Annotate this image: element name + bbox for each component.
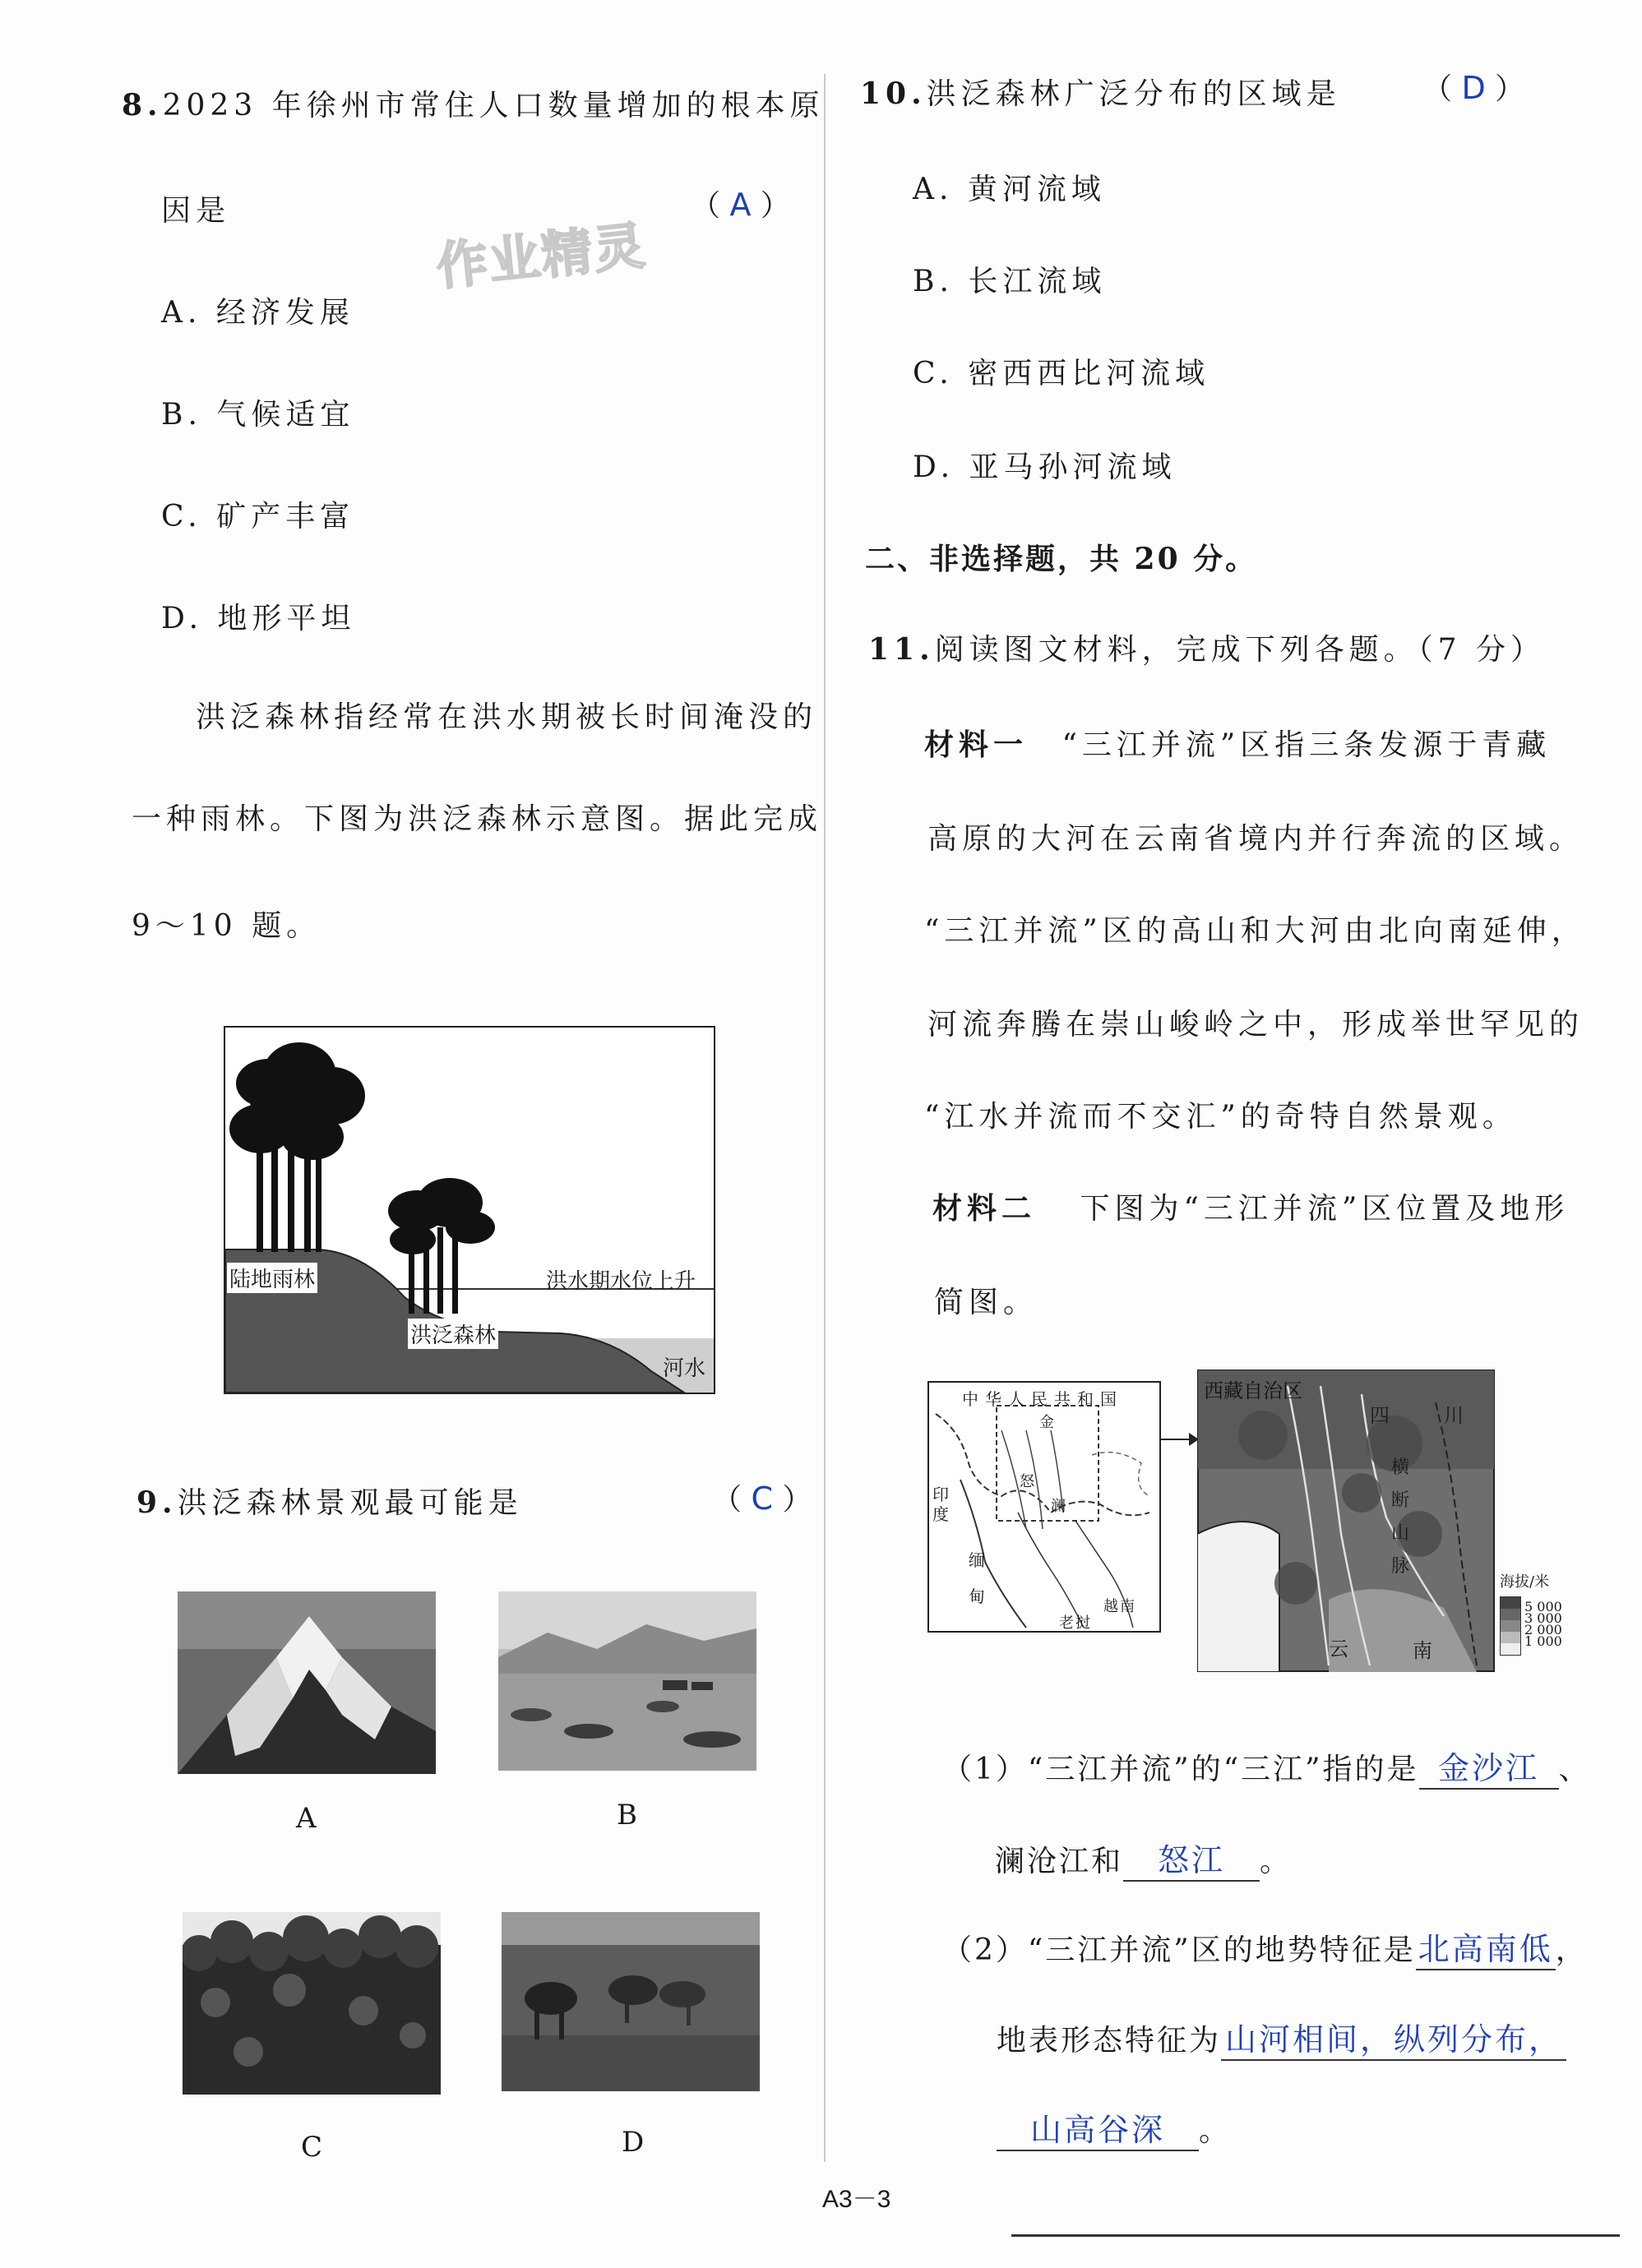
sub1-line2-prompt: 澜沧江和 <box>995 1845 1124 1878</box>
map-label-laos: 老挝 <box>1059 1614 1092 1632</box>
topo-label-yunnan-yun: 云 <box>1329 1637 1348 1661</box>
q10-answer-bracket: （ D ） <box>1422 70 1525 106</box>
sub1-end: 。 <box>1260 1845 1293 1878</box>
legend-swatches <box>1500 1596 1521 1656</box>
location-map <box>927 1381 1161 1633</box>
map-label-china: 中华人民共和国 <box>962 1389 1123 1409</box>
q10-option-a: A. 黄河流域 <box>913 173 1106 206</box>
map-label-india: 印度 <box>932 1485 949 1524</box>
q10-option-c: C. 密西西比河流域 <box>913 357 1210 390</box>
answer-landform-feature-cont: 山高谷深 <box>997 2104 1199 2151</box>
label-land-rainforest: 陆地雨林 <box>227 1263 317 1293</box>
sub2-comma: ， <box>1555 1933 1588 1967</box>
q9-answer-bracket: （ C ） <box>712 1480 812 1517</box>
q11-material1-line1 <box>924 722 1551 764</box>
q8-answer-bracket: （ A ） <box>691 187 790 223</box>
q8-option-b: B. 气候适宜 <box>161 398 355 432</box>
material1-label: 材料一 <box>924 728 1029 762</box>
q9-answer: C <box>751 1480 773 1517</box>
material2-line2: 简图。 <box>934 1286 1038 1319</box>
photo-c-forest <box>183 1912 441 2095</box>
q8-line2: 因是 <box>161 194 231 228</box>
material2-text1: 下图为“三江并流”区位置及地形 <box>1080 1192 1570 1226</box>
q11-number: 11. <box>868 632 935 667</box>
legend-body <box>1500 1596 1574 1656</box>
answer-jinsha-river: 金沙江 <box>1419 1743 1559 1790</box>
topo-label-sichuan-chuan: 川 <box>1444 1404 1464 1427</box>
answer-landform-feature: 山河相间，纵列分布， <box>1221 2014 1566 2061</box>
map-label-nu: 怒 <box>1020 1473 1034 1490</box>
sub1-line2 <box>995 1835 1292 1882</box>
sub2-line3 <box>997 2104 1231 2151</box>
map-label-vietnam: 越南 <box>1103 1598 1136 1615</box>
answer-terrain-trend: 北高南低 <box>1416 1924 1556 1970</box>
q11-stem-line <box>868 626 1545 668</box>
column-divider <box>824 74 826 2162</box>
q8-number: 8. <box>122 88 163 122</box>
caption-c: C <box>301 2131 323 2164</box>
elevation-legend <box>1500 1570 1574 1656</box>
material1-line5: “江水并流而不交汇”的奇特自然景观。 <box>924 1100 1517 1134</box>
q10-option-d: D. 亚马孙河流域 <box>913 450 1177 484</box>
material1-line3: “三江并流”区的高山和大河由北向南延伸， <box>924 914 1586 948</box>
q8-line1 <box>122 82 825 124</box>
topo-label-tibet: 西藏自治区 <box>1204 1379 1302 1402</box>
section2-title: 二、非选择题，共 20 分。 <box>865 542 1258 576</box>
q9-stem-line <box>136 1480 523 1522</box>
q11-stem: 阅读图文材料，完成下列各题。（7 分） <box>934 633 1545 667</box>
topographic-map <box>1197 1370 1495 1672</box>
map-label-jin: 金 <box>1039 1414 1054 1431</box>
passage-line1: 洪泛森林指经常在洪水期被长时间淹没的 <box>196 700 818 734</box>
q10-number: 10. <box>860 76 927 111</box>
legend-title: 海拔/米 <box>1500 1573 1550 1591</box>
q10-answer: D <box>1461 70 1486 106</box>
page-number: A3－3 <box>822 2186 891 2213</box>
material1-line4: 河流奔腾在崇山峻岭之中，形成举世罕见的 <box>927 1008 1584 1042</box>
label-flood-water-rise: 洪水期水位上升 <box>546 1269 696 1294</box>
photo-a-snow-mountain <box>178 1591 436 1774</box>
q8-option-a: A. 经济发展 <box>161 296 354 330</box>
sub1-line1 <box>942 1743 1591 1790</box>
flood-forest-diagram <box>224 1026 715 1394</box>
photo-b-desert-camels <box>498 1591 756 1771</box>
sub1-separator: 、 <box>1558 1753 1591 1786</box>
legend-5000: 5 000 <box>1524 1599 1562 1614</box>
q11-material2-line1 <box>932 1185 1569 1227</box>
watermark-logo: 作业精灵 <box>433 215 650 298</box>
topo-label-yunnan-nan: 南 <box>1413 1639 1432 1662</box>
sub2-line2 <box>997 2014 1566 2061</box>
q10-option-b: B. 长江流域 <box>913 265 1107 298</box>
legend-3000: 3 000 <box>1524 1610 1562 1626</box>
caption-a: A <box>296 1802 317 1835</box>
legend-values <box>1524 1601 1562 1647</box>
material1-line2: 高原的大河在云南省境内并行奔流的区域。 <box>927 822 1584 856</box>
label-flood-forest: 洪泛森林 <box>408 1319 498 1349</box>
sub2-prompt: （2）“三江并流”区的地势特征是 <box>942 1933 1416 1967</box>
answer-nu-river: 怒江 <box>1123 1835 1260 1882</box>
label-river-water: 河水 <box>663 1356 706 1381</box>
passage-line2: 一种雨林。下图为洪泛森林示意图。据此完成 <box>132 802 823 836</box>
q8-option-c: C. 矿产丰富 <box>161 500 355 534</box>
topo-label-sichuan-si: 四 <box>1370 1404 1390 1427</box>
caption-d: D <box>622 2126 645 2159</box>
q8-stem: 2023 年徐州市常住人口数量增加的根本原 <box>162 89 825 122</box>
photo-d-grassland <box>502 1912 760 2091</box>
footer-rule <box>1011 2234 1620 2237</box>
sub2-line1 <box>942 1924 1588 1970</box>
q8-answer: A <box>729 187 752 223</box>
sub2-end: 。 <box>1199 2114 1232 2148</box>
legend-1000: 1 000 <box>1524 1633 1562 1649</box>
sub1-prompt: （1）“三江并流”的“三江”指的是 <box>942 1753 1419 1786</box>
topo-label-hengduan: 横断山脉 <box>1391 1457 1410 1577</box>
q8-option-d: D. 地形平坦 <box>161 602 356 635</box>
q9-number: 9. <box>136 1485 178 1520</box>
passage-line3: 9～10 题。 <box>132 909 321 943</box>
q9-stem: 洪泛森林景观最可能是 <box>177 1486 523 1520</box>
material2-label: 材料二 <box>932 1191 1037 1226</box>
material1-text1: “三江并流”区指三条发源于青藏 <box>1062 728 1552 762</box>
q10-stem-line <box>860 71 1341 113</box>
map-label-myanmar: 缅甸 <box>969 1550 985 1606</box>
caption-b: B <box>617 1799 637 1831</box>
legend-2000: 2 000 <box>1524 1622 1562 1637</box>
map-label-lan: 澜 <box>1051 1498 1066 1515</box>
q10-stem: 洪泛森林广泛分布的区域是 <box>926 77 1341 111</box>
sub2-line2-prompt: 地表形态特征为 <box>997 2024 1222 2058</box>
